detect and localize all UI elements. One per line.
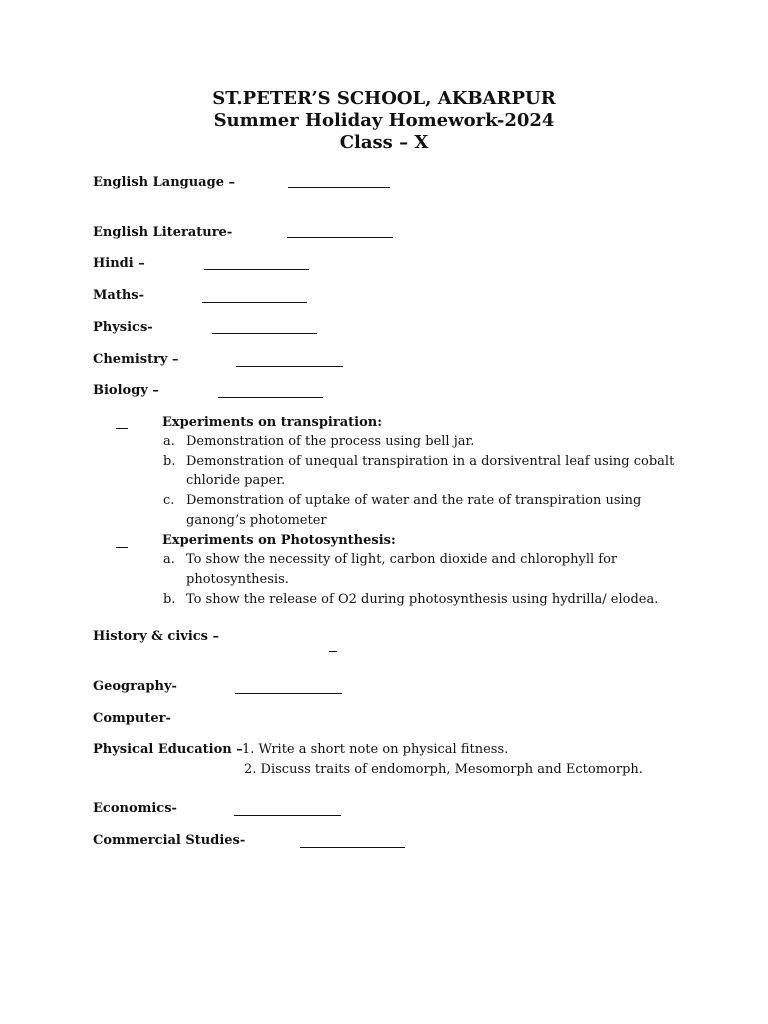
document-title: Summer Holiday Homework-2024: [213, 110, 555, 131]
subject-maths: Maths-: [93, 288, 144, 303]
subject-geography: Geography-: [93, 679, 177, 694]
list-marker: a.: [163, 552, 175, 567]
list-text: Demonstration of uptake of water and the rate of transpiration using: [186, 493, 642, 508]
school-name: ST.PETER’S SCHOOL, AKBARPUR: [212, 88, 556, 109]
blank-line: [287, 237, 393, 238]
list-text: Write a short note on physical fitness.: [258, 742, 509, 757]
blank-line: [234, 815, 341, 816]
list-text: Demonstration of unequal transpiration in a dorsiventral leaf using cobalt: [186, 454, 675, 469]
list-text: To show the necessity of light, carbon dioxide and chlorophyll for: [186, 552, 618, 567]
list-text: photosynthesis.: [186, 572, 289, 587]
blank-line: [202, 302, 307, 303]
list-text: To show the release of O2 during photosynthesis using hydrilla/ elodea.: [186, 592, 659, 607]
blank-line: [204, 269, 309, 270]
subject-biology: Biology –: [93, 383, 159, 398]
subject-chemistry: Chemistry –: [93, 352, 179, 367]
blank-line: [300, 847, 405, 848]
subject-english-language: English Language –: [93, 175, 235, 190]
blank-line: [218, 397, 323, 398]
subject-history-civics: History & civics –: [93, 629, 220, 644]
transpiration-heading: Experiments on transpiration:: [162, 415, 382, 430]
list-text: Discuss traits of endomorph, Mesomorph and Ectomorph.: [260, 762, 643, 777]
blank-line: [212, 333, 317, 334]
subject-commercial-studies: Commercial Studies-: [93, 833, 246, 848]
subject-economics: Economics-: [93, 801, 177, 816]
list-item: [242, 742, 508, 757]
subject-physical-education: Physical Education –: [93, 742, 243, 757]
blank-line: [329, 651, 337, 652]
blank-line: [236, 366, 343, 367]
list-marker: c.: [163, 493, 175, 508]
subject-physics: Physics-: [93, 320, 153, 335]
list-marker: a.: [163, 434, 175, 449]
subject-hindi: Hindi –: [93, 256, 145, 271]
blank-line: [235, 693, 342, 694]
list-marker: 1.: [242, 742, 255, 757]
subject-english-literature: English Literature-: [93, 225, 233, 240]
blank-line: [288, 187, 390, 188]
list-text: Demonstration of the process using bell jar.: [186, 434, 475, 449]
class-label: Class – X: [339, 132, 429, 153]
list-marker: b.: [163, 454, 176, 469]
list-item: [244, 762, 643, 777]
list-marker: b.: [163, 592, 176, 607]
list-marker: 2.: [244, 762, 257, 777]
subject-computer: Computer-: [93, 711, 171, 726]
document-header: [0, 88, 768, 154]
list-text: ganong’s photometer: [186, 513, 327, 528]
bullet-dash: [116, 547, 128, 548]
photosynthesis-heading: Experiments on Photosynthesis:: [162, 533, 396, 548]
list-text: chloride paper.: [186, 473, 286, 488]
bullet-dash: [116, 428, 128, 429]
